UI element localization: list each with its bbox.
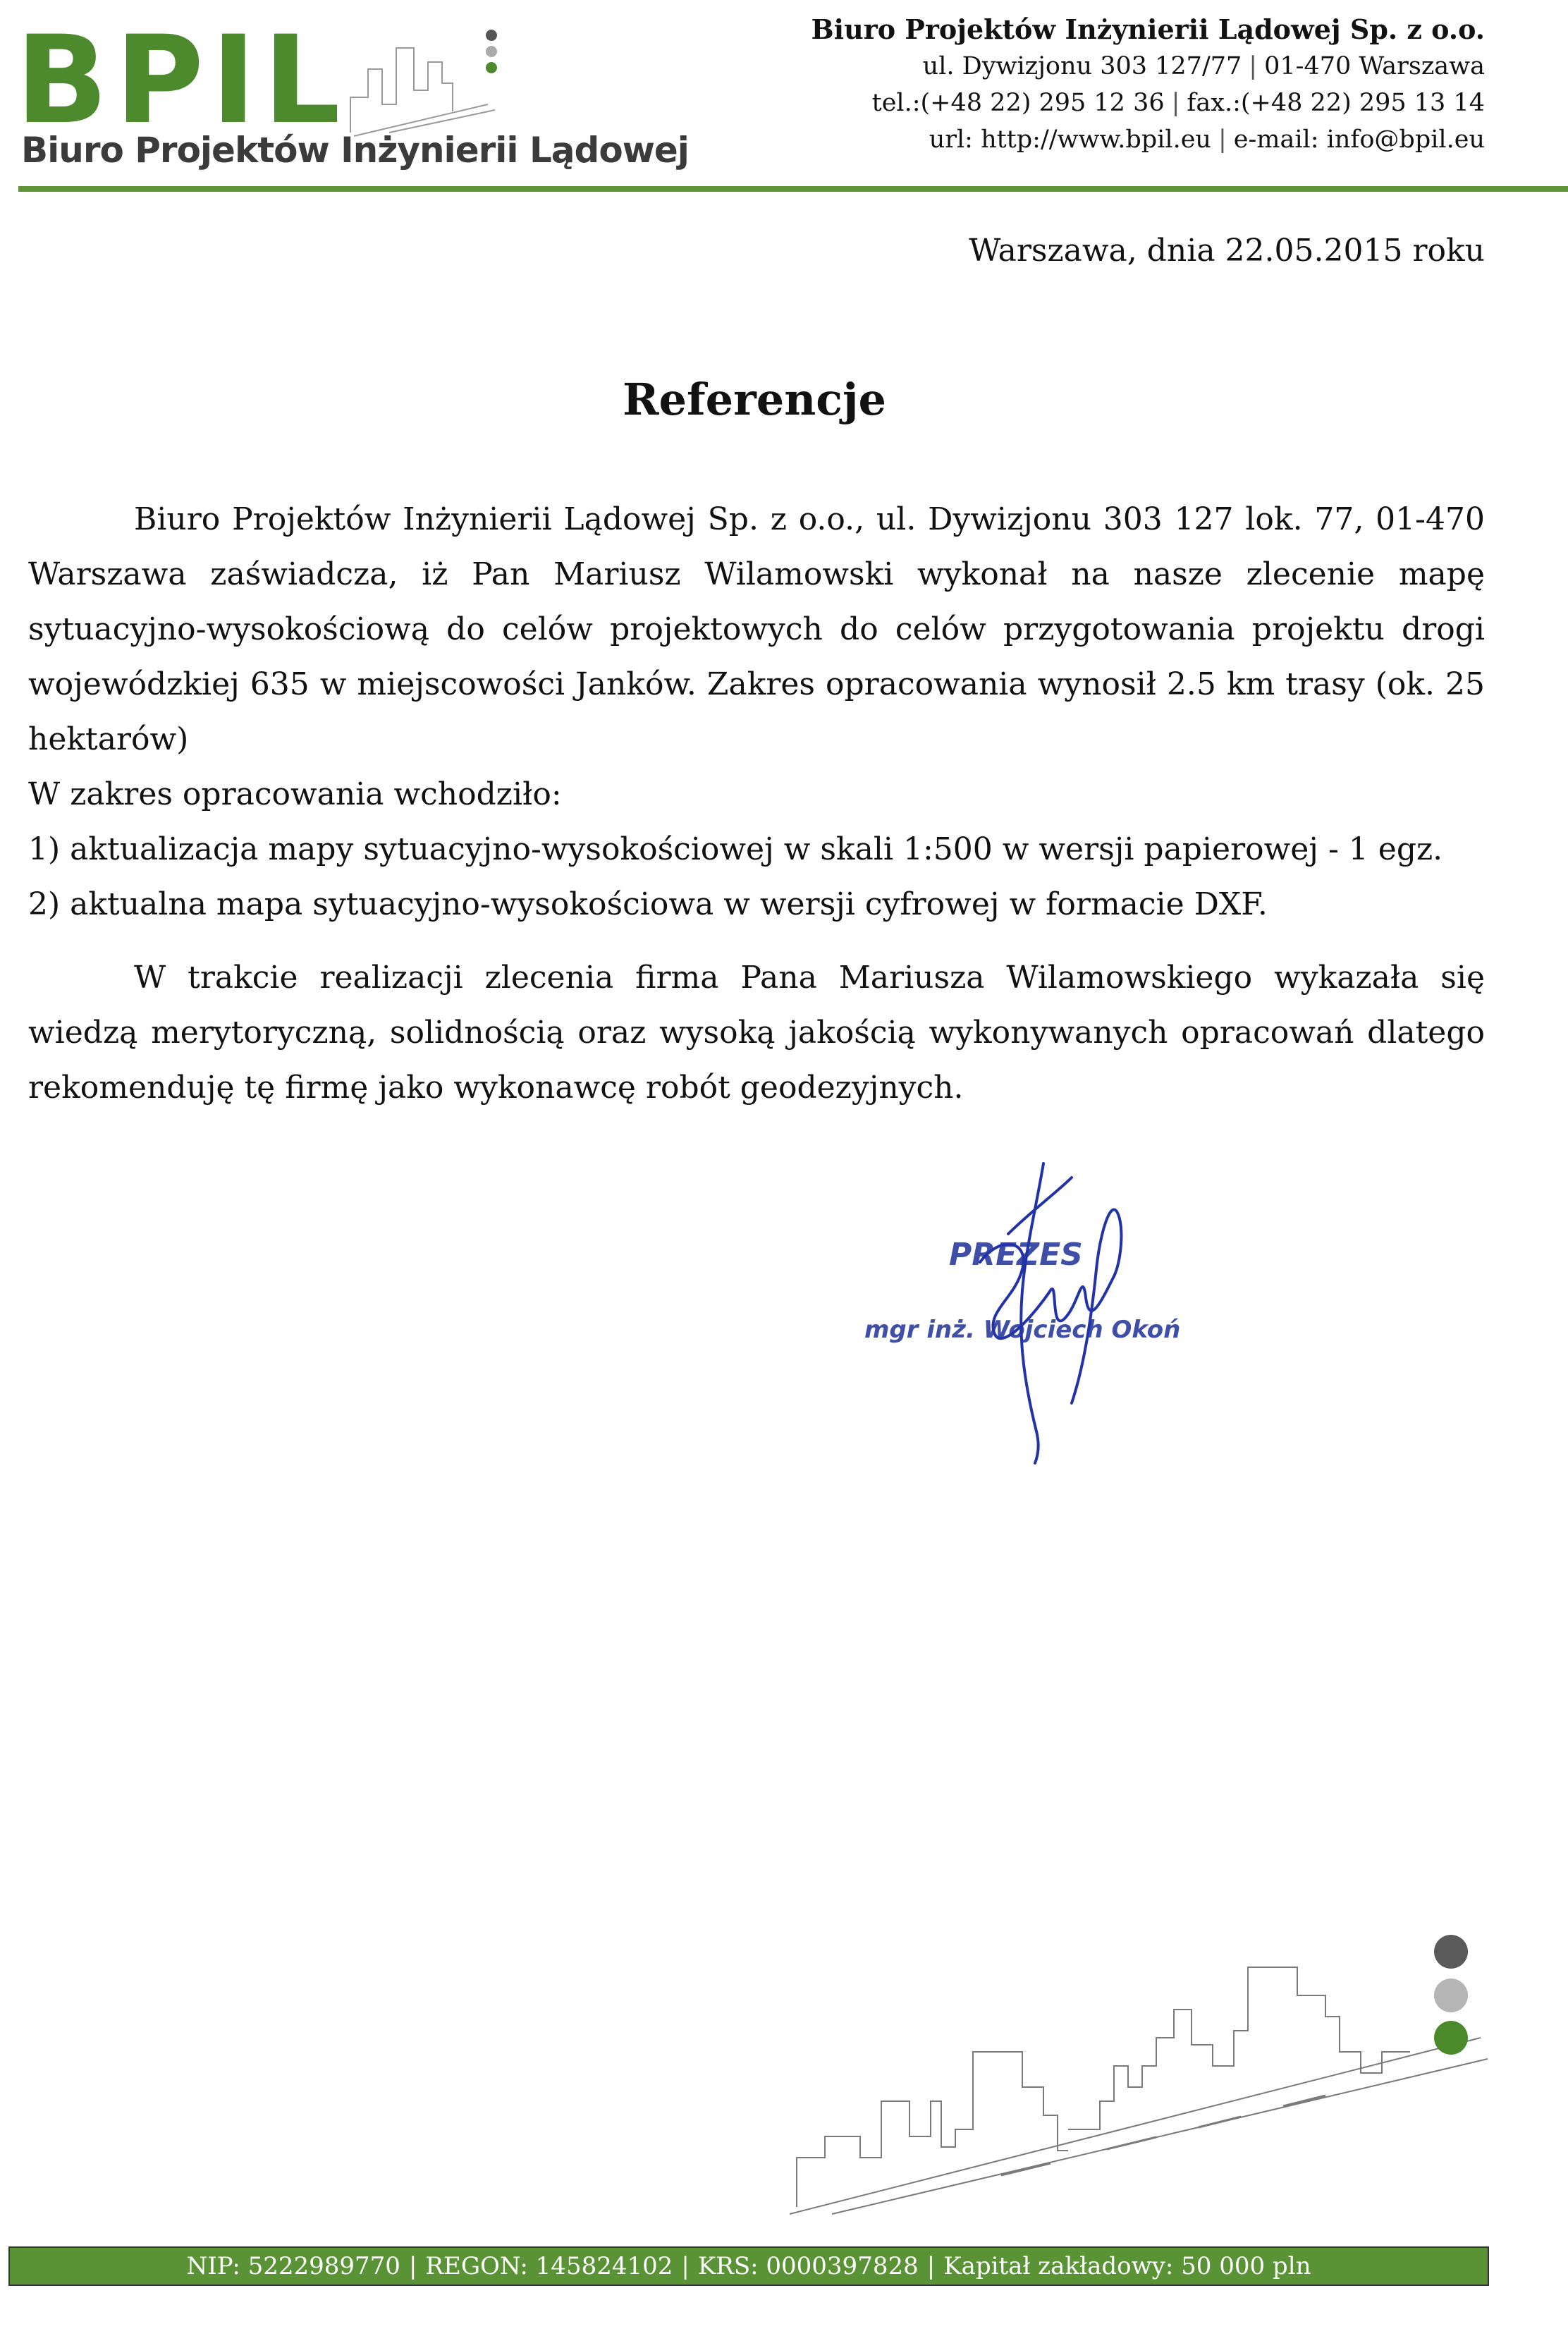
footer-capital: Kapitał zakładowy: 50 000 pln [943, 2252, 1311, 2280]
website-link[interactable]: url: http://www.bpil.eu [929, 126, 1211, 154]
separator: | [681, 2252, 690, 2280]
logo-skyline-icon [347, 20, 502, 140]
company-web-email [811, 121, 1485, 158]
fax-number: fax.:(+48 22) 295 13 14 [1187, 89, 1485, 117]
company-logo [16, 9, 689, 182]
letter-title: Referencje [623, 374, 886, 425]
signature-stamp [846, 1149, 1181, 1467]
footer-text [10, 2248, 1488, 2285]
letter-content [28, 492, 1485, 1115]
address-city: 01-470 Warszawa [1264, 52, 1485, 80]
email-link[interactable]: e-mail: info@bpil.eu [1233, 126, 1485, 154]
separator: | [1171, 89, 1180, 117]
company-name: Biuro Projektów Inżynierii Lądowej Sp. z o.o. [811, 13, 1485, 45]
separator: | [408, 2252, 417, 2280]
footer-nip: NIP: 5222989770 [186, 2252, 400, 2280]
company-phone-fax [811, 85, 1485, 121]
address-street: ul. Dywizjonu 303 127/77 [922, 52, 1242, 80]
handwritten-signature-icon [846, 1149, 1177, 1467]
footer-krs: KRS: 0000397828 [697, 2252, 919, 2280]
phone-number: tel.:(+48 22) 295 12 36 [871, 89, 1165, 117]
company-address [811, 48, 1485, 85]
scope-item-2: 2) aktualna mapa sytuacyjno-wysokościowa w wersji cyfrowej w formacie DXF. [28, 886, 1268, 922]
stamp-title: PREZES [949, 1237, 1083, 1273]
logo-subtitle: Biuro Projektów Inżynierii Lądowej [21, 130, 689, 171]
city-skyline-illustration-icon [790, 1925, 1495, 2221]
footer-regon: REGON: 145824102 [425, 2252, 673, 2280]
scope-item-1: 1) aktualizacja mapy sytuacyjno-wysokościowej w skali 1:500 w wersji papierowej - 1 egz. [28, 831, 1443, 867]
header-divider [18, 186, 1568, 192]
company-contact-block [811, 11, 1485, 158]
paragraph-recommendation: W trakcie realizacji zlecenia firma Pana Mariusza Wilamowskiego wykazała się wiedzą merytoryczną, solidnością oraz wysoką jakością wykonywanych opracowań dlatego rekomenduję tę firmę jako wykonawcę robót geodezyjnych. [28, 960, 1485, 1106]
footer-company-registry [8, 2246, 1489, 2286]
logo-letters: BPIL [16, 9, 348, 151]
separator: | [926, 2252, 936, 2280]
paragraph-intro: Biuro Projektów Inżynierii Lądowej Sp. z o.o., ul. Dywizjonu 303 127 lok. 77, 01-470 Warszawa zaświadcza, iż Pan Mariusz Wilamowski wykonał na nasze zlecenie mapę sytuacyjno-wysokościową do celów projektowych do celów przygotowania projektu drogi wojewódzkiej 635 w miejscowości Janków. Zakres opracowania wynosił 2.5 km trasy (ok. 25 hektarów) [28, 501, 1485, 757]
stamp-name: mgr inż. Wojciech Okoń [864, 1316, 1181, 1344]
letter-date: Warszawa, dnia 22.05.2015 roku [969, 233, 1485, 269]
scope-intro: W zakres opracowania wchodziło: [28, 776, 562, 812]
separator: | [1218, 126, 1227, 154]
separator: | [1249, 52, 1258, 80]
